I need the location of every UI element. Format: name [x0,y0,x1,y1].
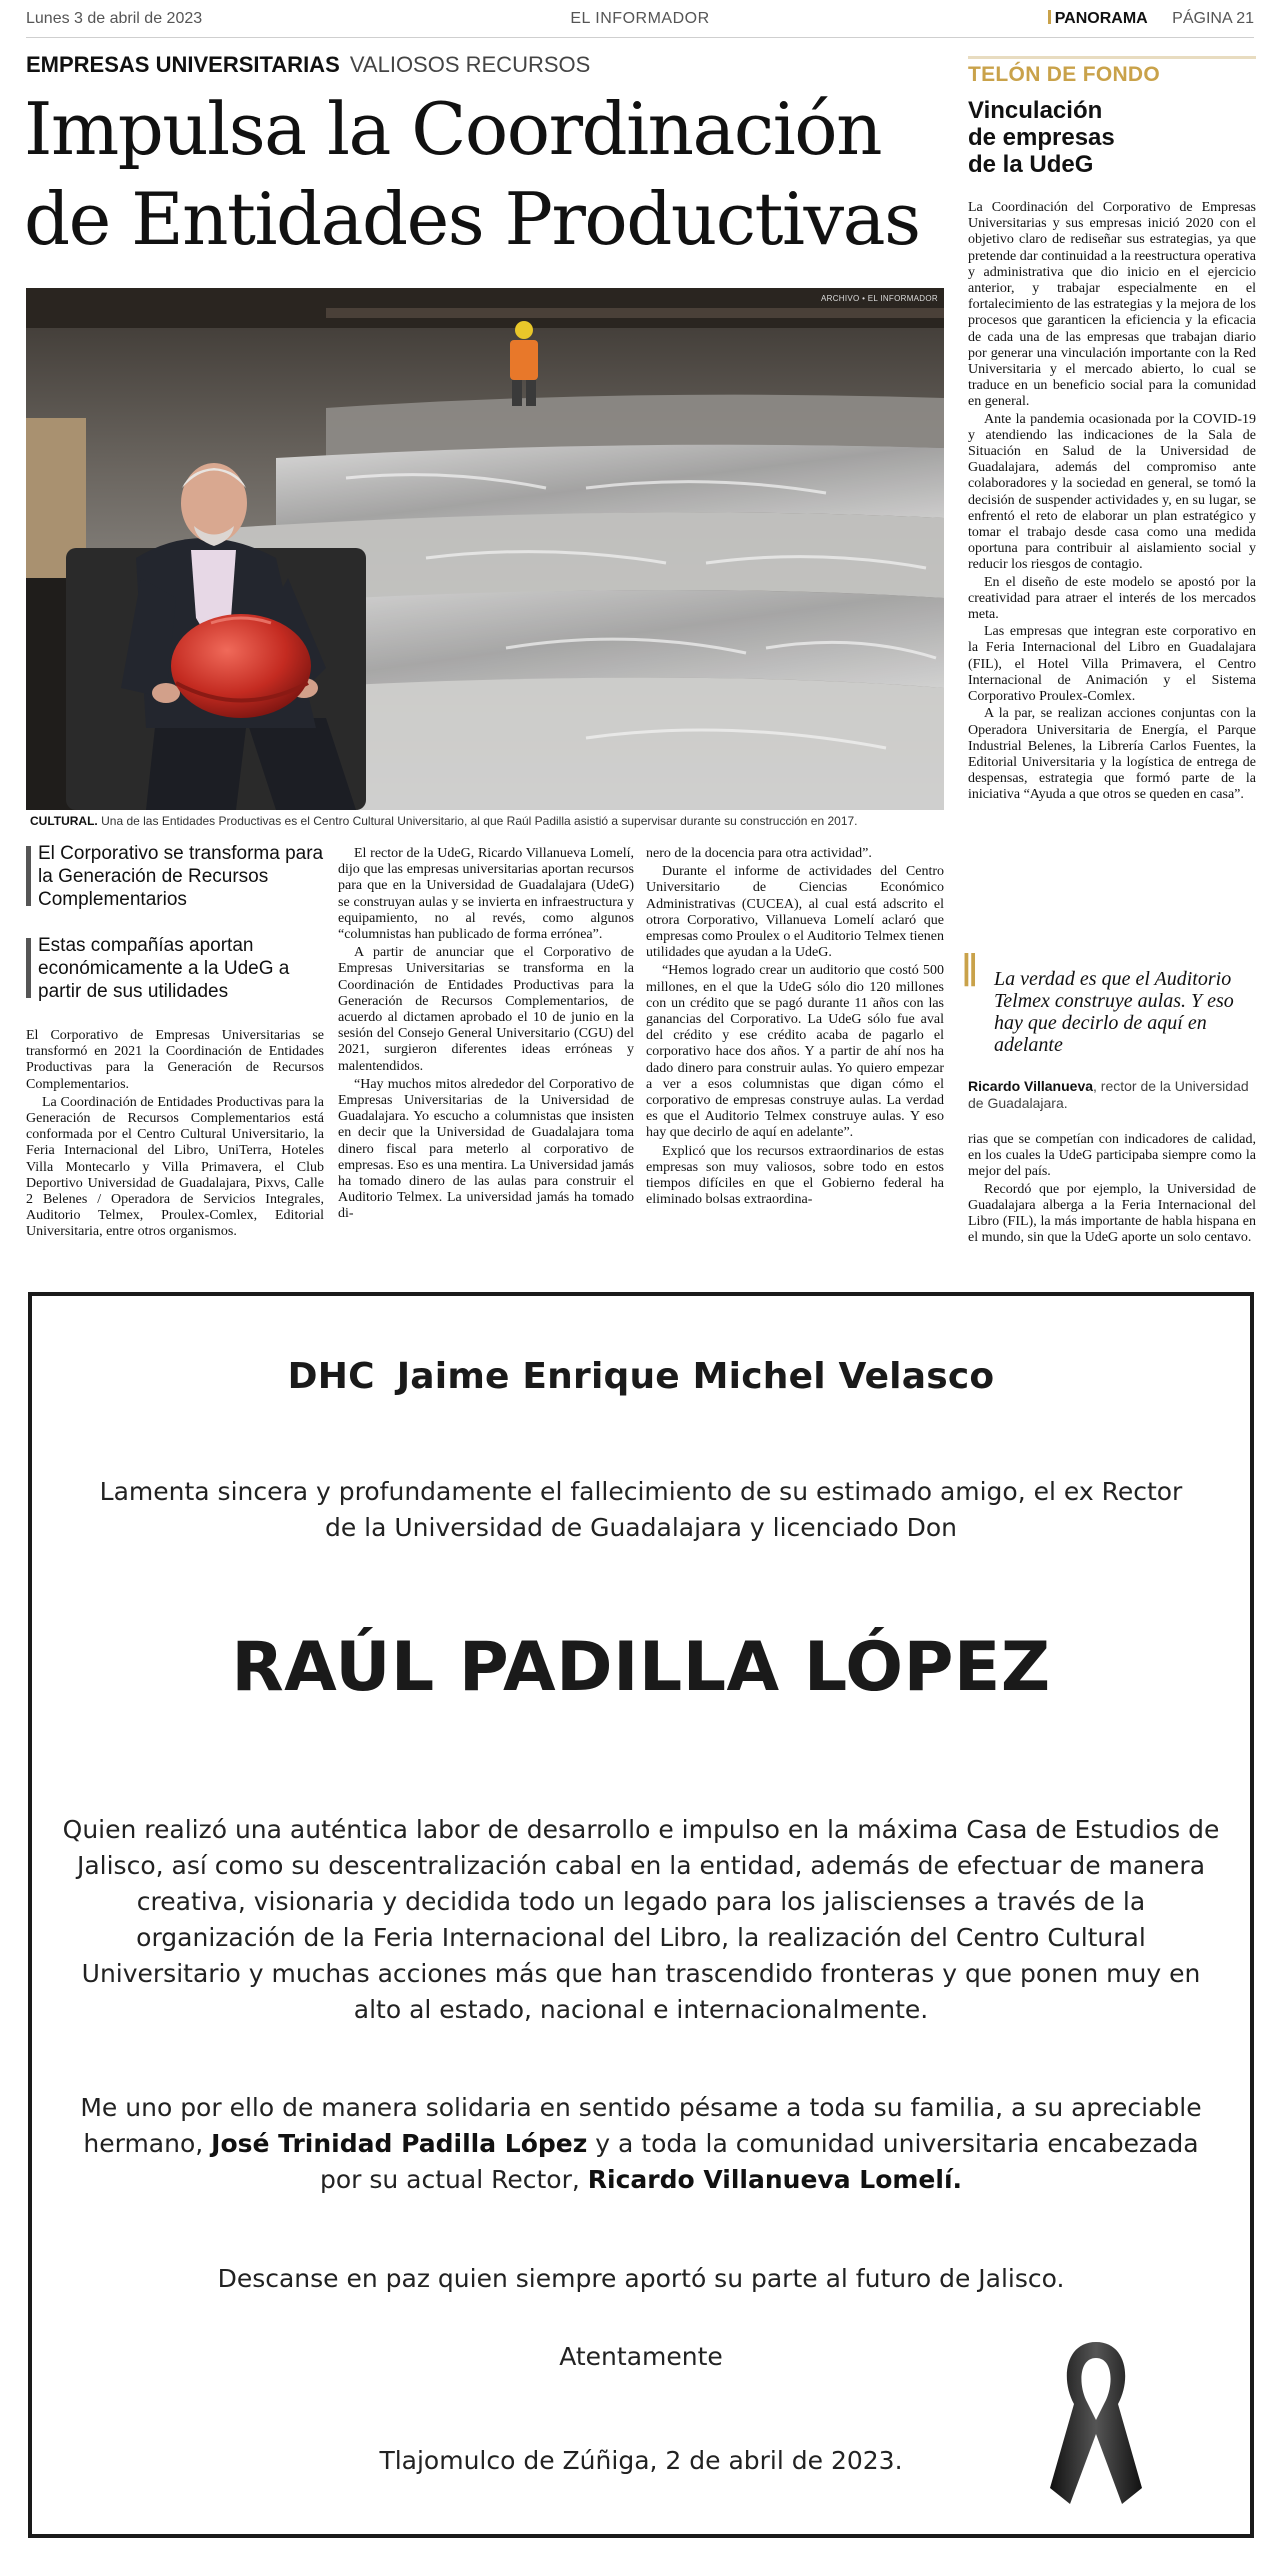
sidebar [968,56,1256,178]
paragraph: El rector de la UdeG, Ricardo Villanueva Lomelí, dijo que las empresas universitarias aportan recursos para que en la Universidad de Guadalajara (UdeG) se construyan aulas y se invierta en infraestructura y equipamiento, no al revés, como algunos “columnistas han publicado de forma errónea”. [338,846,634,943]
highlight-2: Estas compañías aportan económicamente a la UdeG a partir de sus utilidades [26,934,326,1003]
paragraph: Ante la pandemia ocasionada por la COVID-19 y atendiendo las indicaciones de la Sala de Situación en Salud de la Universidad de Guadalajara, además del compromiso ante colaboradores y la sociedad en general, se tomó la decisión de suspender actividades y, en su lugar, se enfrentó el reto de elaborar un plan estratégico y tomar el trabajo desde casa como una medida oportuna para contribuir al aislamiento social y reducir los riesgos de contagio. [968,411,1256,573]
obituary-notice [28,1292,1254,2538]
page-header [26,8,1254,38]
obituary-sender [32,1356,1250,1397]
issue-date: Lunes 3 de abril de 2023 [26,10,203,27]
sidebar-title [968,97,1256,178]
deceased-name: RAÚL PADILLA LÓPEZ [231,1628,1051,1707]
section-page [1048,10,1254,28]
quote-role: , rector de la Universidad de Guadalajara. [968,1078,1249,1111]
article-kicker [26,52,590,78]
pull-quote [962,944,1256,1056]
quote-author: Ricardo Villanueva [968,1078,1094,1094]
sidebar-title-line: Vinculación [968,97,1103,124]
kicker-light: VALIOSOS RECURSOS [349,52,591,77]
headline-line-2: de Entidades Productivas [24,177,920,261]
article-headline [24,84,944,264]
highlight-1: El Corporativo se transforma para la Generación de Recursos Complementarios [26,842,326,911]
photo-caption [30,814,944,828]
closing: Atentamente [559,2342,723,2371]
place-date: Tlajomulco de Zúñiga, 2 de abril de 2023. [379,2446,903,2475]
headline-line-1: Impulsa la Coordinación [24,87,881,171]
mourning-ribbon-icon [1044,2338,1148,2508]
section-name: PANORAMA [1048,10,1148,27]
caption-text: Una de las Entidades Productivas es el Centro Cultural Universitario, al que Raúl Padilla asistió a supervisar durante su construcción en 2017. [101,814,858,828]
article-column-2 [338,846,634,1225]
paragraph: “Hay muchos mitos alrededor del Corporativo de Empresas Universitarias de la Universidad de Guadalajara. Yo escucho a columnistas que insisten en decir que la Universidad de Guadalajara toma dinero fiscal para meterlo al corporativo de empresas. Eso es una mentira. La Universidad jamás ha tomado dinero de las aulas para construir el Auditorio Telmex. La universidad jamás ha tomado di- [338,1076,634,1222]
paragraph: rias que se competían con indicadores de calidad, en los cuales la UdeG participaba siempre como la mejor del país. [968,1132,1256,1180]
sidebar-continuation [968,1132,1256,1247]
paragraph: El Corporativo de Empresas Universitarias se transformó en 2021 la Coordinación de Entidades Productivas para la Generación de Recursos Complementarios. [26,1028,324,1092]
quote-text: La verdad es que el Auditorio Telmex construye aulas. Y eso hay que decirlo de aquí en adelante [994,968,1234,1056]
condolence-text: Me uno por ello de manera solidaria en sentido pésame a toda su familia, a su apreciable hermano, [80,2093,1202,2158]
obituary-condolence [62,2090,1220,2198]
article-photo [26,288,944,810]
page-number: PÁGINA 21 [1172,10,1254,27]
rest-in-peace: Descanse en paz quien siempre aportó su parte al futuro de Jalisco. [217,2264,1065,2293]
sender-prefix: DHC [287,1356,375,1397]
brother-name: José Trinidad Padilla López [211,2129,588,2158]
paragraph: A partir de anunciar que el Corporativo de Empresas Universitarias se transforma en la Coordinación de Entidades Productivas para la Generación de Recursos Complementarios, de acuerdo al dictamen aprobado el 10 de junio en la sesión del Consejo General Universitario (CGU) del 2021, surgieron diferentes ideas erróneas y malentendidos. [338,945,634,1074]
paragraph: Durante el informe de actividades del Centro Universitario de Ciencias Económico Administrativas (CUCEA), al cual está adscrito el otrora Corporativo, Villanueva Lomelí aclaró que empresas como Proulex o el Auditorio Telmex tienen utilidades que ayudan a la UdeG. [646,864,944,961]
sidebar-body [968,200,1256,805]
article-column-1 [26,1028,324,1243]
obituary-lament: Lamenta sincera y profundamente el fallecimiento de su estimado amigo, el ex Rector de la Universidad de Guadalajara y licenciado Don [99,1477,1183,1542]
newspaper-name: EL INFORMADOR [570,10,710,27]
article-column-3 [646,846,944,1210]
kicker-bold: EMPRESAS UNIVERSITARIAS [26,52,340,77]
paragraph: Recordó que por ejemplo, la Universidad de Guadalajara alberga a la Feria Internacional del Libro (FIL), la más importante de habla hispana en el mundo, sin que la UdeG aporte un solo centavo. [968,1181,1256,1246]
quote-mark-icon: ‖ [962,944,978,997]
photo-illustration [26,288,944,810]
caption-label: CULTURAL. [30,814,98,828]
rector-name: Ricardo Villanueva Lomelí. [587,2165,963,2194]
paragraph: La Coordinación del Corporativo de Empresas Universitarias y sus empresas inició 2020 con el objetivo claro de rediseñar sus estrategias, ya que pretende dar continuidad a la reestructura operativa y administrativa que dio inicio en el ejercicio anterior, y trabajar especialmente en el fortalecimiento de las estrategias y la mejora de los procesos que garanticen la eficiencia y la eficacia de cada una de las empresas que trabajan diario por generar una vinculación importante con la Red Universitaria y el mercado abierto, lo cual se traduce en un beneficio social para la comunidad en general. [968,200,1256,410]
sender-name: Jaime Enrique Michel Velasco [396,1356,995,1397]
paragraph: En el diseño de este modelo se apostó por la creatividad para atraer el interés de los mercados meta. [968,574,1256,623]
sidebar-kicker: TELÓN DE FONDO [968,63,1161,86]
paragraph: Las empresas que integran este corporativo en la Feria Internacional del Libro en Guadalajara (FIL), el Hotel Villa Primavera, el Centro Internacional de Animación y el Sistema Corporativo Proulex-Comlex. [968,624,1256,705]
photo-credit: ARCHIVO • EL INFORMADOR [821,294,938,303]
sidebar-title-line: de empresas [968,124,1115,151]
sidebar-rule [968,56,1256,59]
paragraph: A la par, se realizan acciones conjuntas con la Operadora Universitaria de Energía, el Parque Industrial Belenes, la Librería Carlos Fuentes, la Editorial Universitaria y la logística de entrega de despensas, estrategia que formó parte de la iniciativa “Ayuda a que otros se queden en casa”. [968,706,1256,803]
obituary-tribute: Quien realizó una auténtica labor de desarrollo e impulso en la máxima Casa de Estudios de Jalisco, así como su descentralización cabal en la entidad, además de efectuar de manera creativa, visionaria y decidida todo un legado para los jaliscienses a través de la organización de la Feria Internacional del Libro, la realización del Centro Cultural Universitario y muchas acciones más que han trascendido fronteras y que ponen muy en alto al estado, nacional e internacionalmente. [62,1815,1220,2024]
quote-attribution [968,1078,1256,1112]
paragraph: “Hemos logrado crear un auditorio que costó 500 millones, en el que la UdeG sólo dio 120 millones con un crédito que se pagó durante 11 años con las ganancias del Corporativo. La UdeG sólo fue aval del crédito y ese crédito acaba de pagarlo el corporativo hace dos años. Y a partir de ahí nos ha dado dinero para construir aulas. Yo quiero empezar a ver a esos columnistas que digan cómo el corporativo de empresas construye aulas. La verdad es que el Auditorio Telmex construye aulas. Y eso hay que decirlo de aquí en adelante”. [646,963,944,1141]
paragraph: nero de la docencia para otra actividad”. [646,846,872,861]
paragraph: Explicó que los recursos extraordinarios de estas empresas son muy valiosos, sobre todo en estos tiempos difíciles en que el Gobierno federal ha eliminado bolsas extraordina- [646,1143,944,1208]
sidebar-title-line: de la UdeG [968,151,1094,178]
condolence-text: y a toda la comunidad universitaria encabezada por su actual Rector, [319,2129,1199,2194]
paragraph: La Coordinación de Entidades Productivas para la Generación de Recursos Complementarios está conformada por el Centro Cultural Universitario, la Feria Internacional del Libro, UniTerra, Hoteles Villa Montecarlo y Villa Primavera, el Club Deportivo Universidad de Guadalajara, Pixvs, Calle 2 Belenes / Operadora de Servicios Integrales, Auditorio Telmex, Proulex-Comlex, Editorial Universitaria, entre otros organismos. [26,1094,324,1240]
